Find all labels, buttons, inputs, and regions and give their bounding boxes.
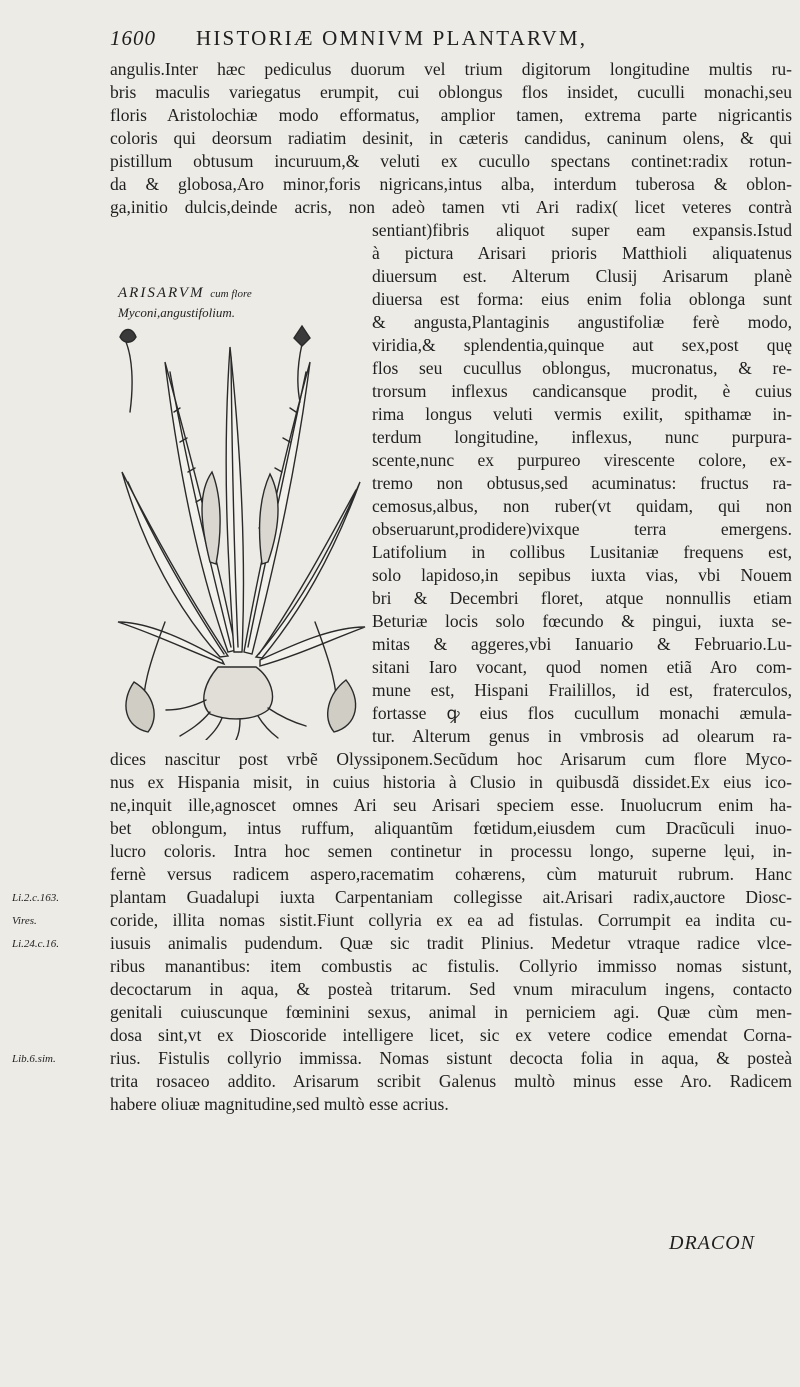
margin-note: Lib.6.sim. [12, 1053, 56, 1065]
text-line: bet oblongum, intus ruffum, aliquantũm fœtidum,eiusdem cum Dracũculi inuo- [110, 819, 792, 838]
page-number: 1600 [110, 26, 156, 50]
text-line: iusuis animalis pudendum. Quæ sic tradit Plinius. Medetur vtraque radice vlce- [110, 934, 792, 953]
text-line: rima longus veluti vermis exilit, spithamæ in- [372, 405, 792, 424]
text-line: ne,inquit ille,agnoscet omnes Ari seu Arisari speciem esse. Inuolucrum enim ha- [110, 796, 792, 815]
text-line: fernè versus radicem aspero,racematim cohærens, cùm maturuit rubrum. Hanc [110, 865, 792, 884]
text-line: viridia,& splendentia,quinque aut sex,post quę [372, 336, 792, 355]
text-line: tur. Alterum genus in vmbrosis ad olearum ra- [372, 727, 792, 746]
text-line: trita rosaceo addito. Arisarum scribit Galenus multò minus esse Aro. Radicem [110, 1072, 792, 1091]
text-line: mitas & aggeres,vbi Ianuario & Februario.Lu- [372, 635, 792, 654]
text-line: obseruarunt,prodidere)vixque terra emergens. [372, 520, 792, 539]
running-title: HISTORIÆ OMNIVM PLANTARVM, [196, 26, 588, 50]
text-line: ribus manantibus: item combustis ac fistulis. Collyrio immisso nomas sistunt, [110, 957, 792, 976]
text-line: flos seu cucullus oblongus, mucronatus, & re- [372, 359, 792, 378]
text-line: diuersa est forma: eius enim folia oblonga sunt [372, 290, 792, 309]
figure-caption-subtitle: Myconi,angustifolium. [118, 305, 235, 320]
catchword: DRACON [669, 1232, 755, 1254]
text-line: diuersum est. Alterum Clusij Arisarum planè [372, 267, 792, 286]
text-line: bris maculis variegatus erumpit, cui oblongus flos insidet, cuculli monachi,seu [110, 83, 792, 102]
text-line: pistillum obtusum incuruum,& veluti ex cucullo spectans continet:radix rotun- [110, 152, 792, 171]
text-line: da & globosa,Aro minor,foris nigricans,intus alba, interdum tuberosa & oblon- [110, 175, 792, 194]
text-line: plantam Guadalupi iuxta Carpentaniam collegisse ait.Arisari radix,auctore Diosc- [110, 888, 792, 907]
text-line: lucro coloris. Intra hoc semen continetur in processu longo, superne lęui, in- [110, 842, 792, 861]
figure-note: cum flore [210, 288, 252, 300]
text-line: à pictura Arisari prioris Matthioli aliquatenus [372, 244, 792, 263]
text-line: trorsum inflexus candicansque prodit, è cuius [372, 382, 792, 401]
text-line: Latifolium in collibus Lusitaniæ frequens est, [372, 543, 792, 562]
margin-note: Li.24.c.16. [12, 938, 60, 950]
text-line: sitani Iaro vocant, quod nomen etiã Aro com- [372, 658, 792, 677]
text-line: dosa sint,vt ex Dioscoride intelligere licet, sic ex vetere codice emendat Corna- [110, 1026, 792, 1045]
text-line: coride, illita nomas sistit.Fiunt collyria ex ea ad fistulas. Corrumpit ea indita cu- [110, 911, 792, 930]
text-line: scente,nunc ex purpureo virescente colore, ex- [372, 451, 792, 470]
text-line: coloris qui deorsum radiatim desinit, in cæteris candidus, caninum olens, & qui [110, 129, 792, 148]
text-line: genitali cuiuscunque fœminini sexus, animal in perniciem agi. Quæ cùm men- [110, 1003, 792, 1022]
text-line: cemosus,albus, non ruber(vt quidam, qui non [372, 497, 792, 516]
text-line: rius. Fistulis collyrio immissa. Nomas sistunt decocta folia in aqua, & posteà [110, 1049, 792, 1068]
text-line: bri & Decembri floret, atque nonnullis etiam [372, 589, 792, 608]
margin-note: Li.2.c.163. [12, 892, 60, 904]
text-line: angulis.Inter hæc pediculus duorum vel trium digitorum longitudine multis ru- [110, 60, 792, 79]
text-line: Beturiæ locis solo fœcundo & pingui, iuxta se- [372, 612, 792, 631]
text-line: mune est, Hispani Frailillos, id est, fraterculos, [372, 681, 792, 700]
text-line: fortasse ꝙ eius flos cucullum monachi æmula- [372, 704, 792, 723]
text-line: solo lapidoso,in sepibus iuxta vias, vbi Nouem [372, 566, 792, 585]
figure-title: ARISARVM [118, 285, 205, 301]
text-line: sentiant)fibris aliquot super eam expansis.Istud [372, 221, 792, 240]
margin-note: Vires. [12, 915, 37, 927]
text-line: decoctarum in aqua, & posteà tritarum. Sed vnum miraculum ingens, contacto [110, 980, 792, 999]
text-line: nus ex Hispania misit, in cuius historia à Clusio in quibusdã dissidet.Ex eius ico- [110, 773, 792, 792]
text-line: floris Aristolochiæ modo efformatus, amplior tamen, extrema parte nigricantis [110, 106, 792, 125]
text-line: dices nascitur post vrbẽ Olyssiponem.Secũdum hoc Arisarum cum flore Myco- [110, 750, 792, 769]
arisarum-woodcut-illustration [110, 322, 372, 740]
text-line: ga,initio dulcis,deinde acris, non adeò tamen vti Ari radix( licet veteres contrà [110, 198, 792, 217]
text-line: terdum longitudine, inflexus, nunc purpura- [372, 428, 792, 447]
text-line: tremo non obtusus,sed acuminatus: fructus ra- [372, 474, 792, 493]
figure-caption-title [118, 285, 252, 302]
text-line: & angusta,Plantaginis angustifoliæ ferè modo, [372, 313, 792, 332]
text-line: habere oliuæ magnitudine,sed multò esse acrius. [110, 1095, 449, 1114]
